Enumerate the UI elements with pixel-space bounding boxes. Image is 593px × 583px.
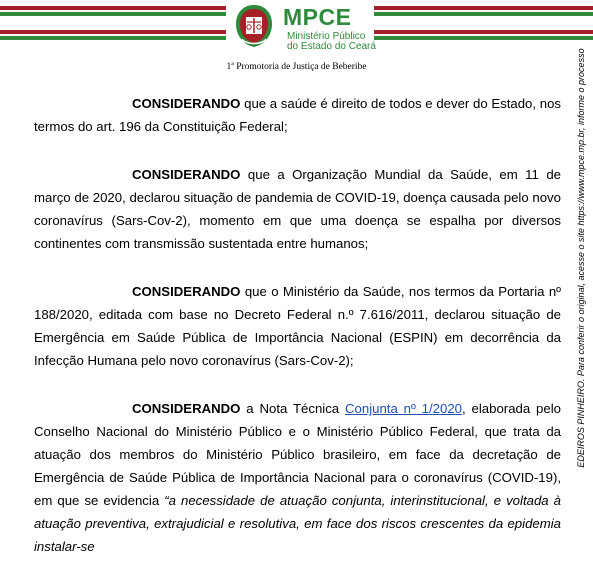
paragraph-1 [34, 92, 561, 138]
side-note-text: EDEIROS PINHEIRO. Para conferir o original, acesse o site https://www.mpce.mp.br, informe o processo [576, 48, 586, 468]
mpce-emblem-icon [234, 3, 274, 49]
office-name: 1ª Promotoria de Justiça de Beberibe [226, 62, 367, 72]
letterhead [0, 0, 593, 82]
paragraph-quote: “a necessidade de atuação conjunta, interinstitucional, e voltada à atuação preventiva, extrajudicial e resolutiva, em face dos riscos crescentes da epidemia instalar-se [34, 493, 562, 554]
left-green-stripe [0, 12, 226, 16]
left-red-stripe [0, 6, 226, 10]
document-body [34, 92, 561, 583]
paragraph-4 [34, 397, 561, 558]
brand-subtitle-line2: do Estado do Ceará [287, 41, 376, 52]
right-green-stripe-lower [374, 36, 593, 40]
paragraph-lead: CONSIDERANDO [132, 401, 241, 416]
paragraph-text: que o Ministério da Saúde, nos termos da Portaria nº 188/2020, editada com base no Decreto Federal n.º 7.616/2011, declarou situação de Emergência em Saúde Pública de Importância Nacional (ESPIN) em decorrência da Infecção Humana pelo novo coronavírus (Sars-Cov-2); [34, 284, 561, 368]
paragraph-lead: CONSIDERANDO [132, 167, 241, 182]
brand-name: MPCE [283, 4, 352, 30]
paragraph-text: , elaborada pelo Conselho Nacional do Ministério Público e o Ministério Público Federal, que trata da atuação dos membros do Ministério Público brasileiro, em face da decretação de Emergência de Saúde Pública de Importância Nacional para o coronavírus (COVID-19), em que se evidencia [34, 401, 561, 508]
paragraph-text: que a saúde é direito de todos e dever do Estado, nos termos do art. 196 da Constituição Federal; [34, 96, 561, 134]
paragraph-lead: CONSIDERANDO [132, 284, 241, 299]
right-red-stripe-lower [374, 30, 593, 34]
paragraph-3 [34, 280, 561, 372]
brand-subtitle-line1: Ministério Público [287, 31, 366, 42]
right-green-stripe [374, 12, 593, 16]
paragraph-text: a Nota Técnica [240, 401, 346, 416]
nota-tecnica-link[interactable]: Conjunta nº 1/2020 [345, 401, 463, 416]
paragraph-text: que a Organização Mundial da Saúde, em 11 de março de 2020, declarou situação de pandemia de COVID-19, doença causada pelo novo coronavírus (Sars-Cov-2), momento em que uma doença se espalha por diversos continentes com transmissão sustentada entre humanos; [34, 167, 561, 251]
left-red-stripe-lower [0, 30, 226, 34]
paragraph-lead: CONSIDERANDO [132, 96, 241, 111]
left-green-stripe-lower [0, 36, 226, 40]
right-red-stripe [374, 6, 593, 10]
paragraph-2 [34, 163, 561, 255]
